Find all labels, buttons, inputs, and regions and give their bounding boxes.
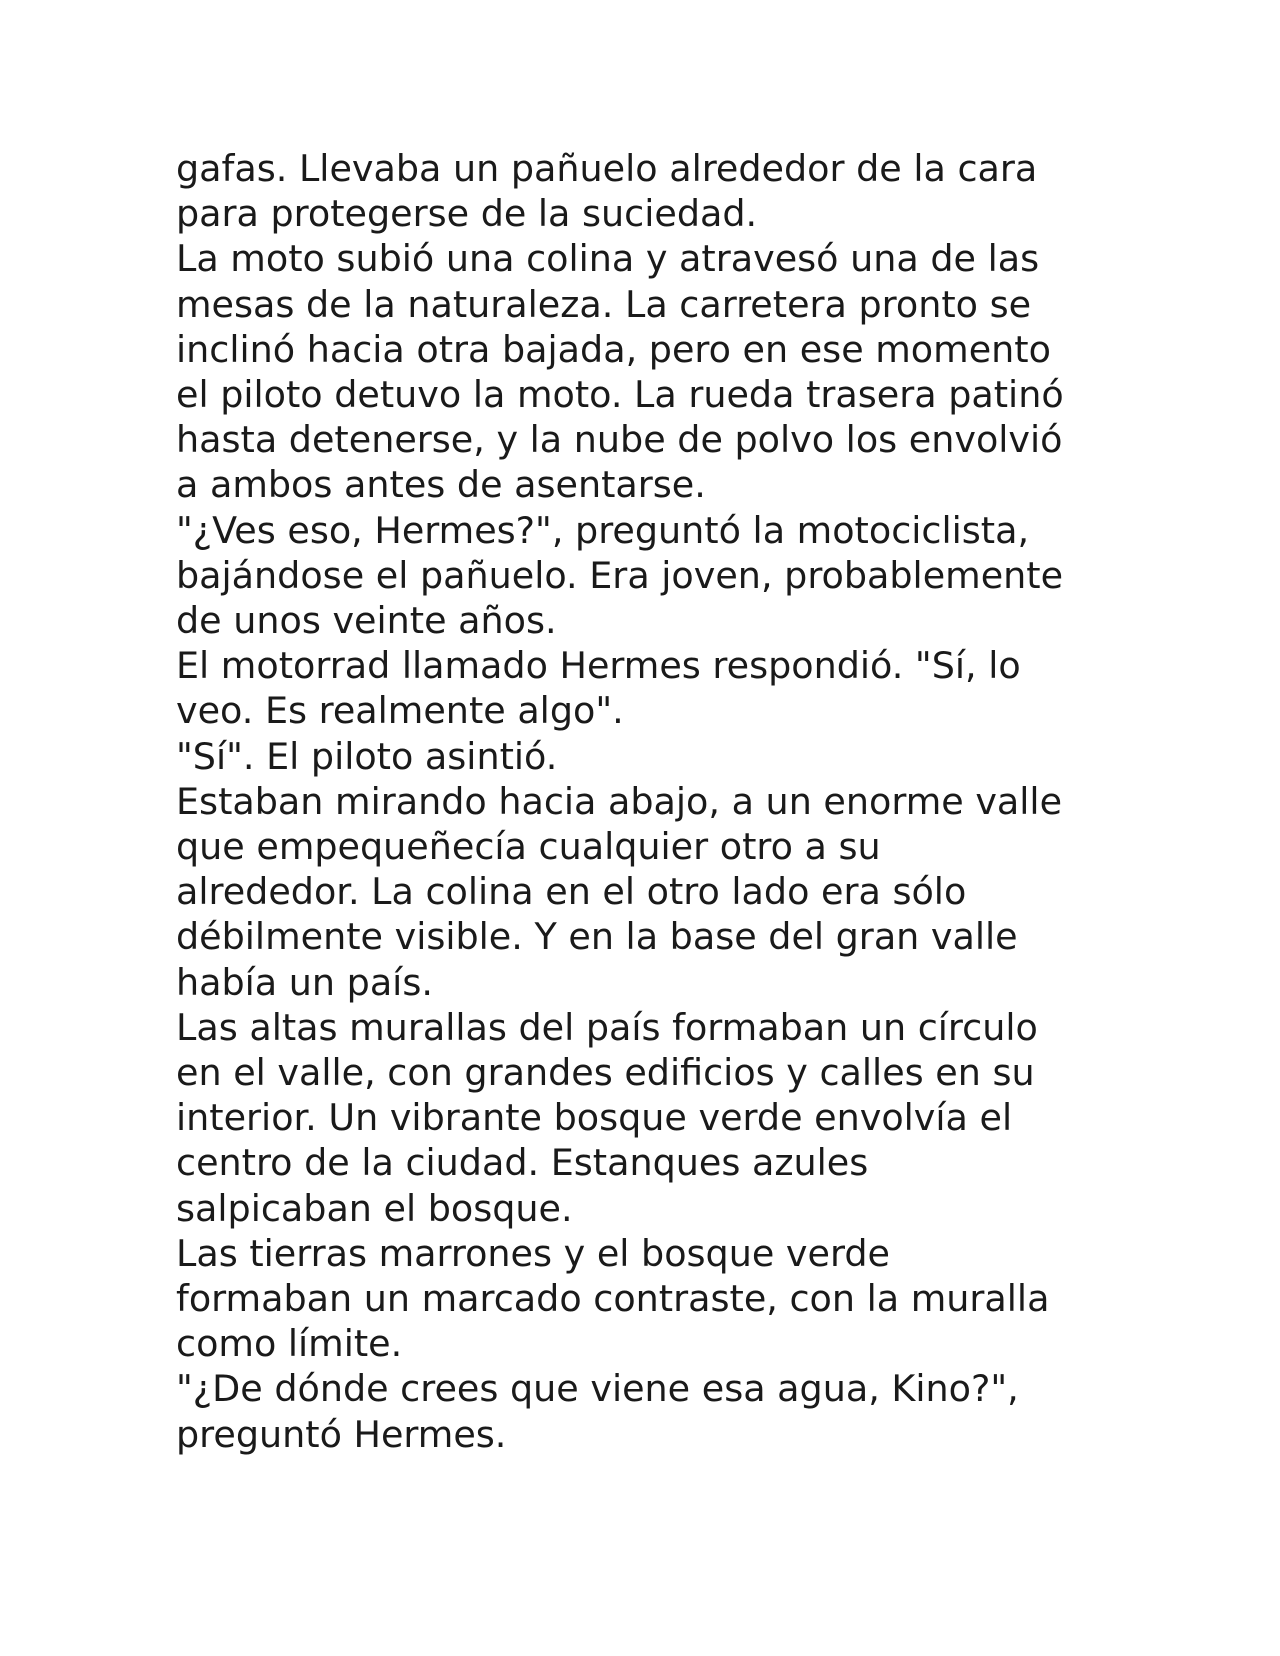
text-line: alrededor. La colina en el otro lado era sólo [176, 870, 967, 914]
text-line: a ambos antes de asentarse. [176, 463, 706, 507]
text-line: salpicaban el bosque. [176, 1186, 573, 1230]
text-line: La moto subió una colina y atravesó una de las [176, 237, 1040, 281]
text-line: "¿De dónde crees que viene esa agua, Kino?", [176, 1367, 1019, 1411]
text-line: el piloto detuvo la moto. La rueda trasera patinó [176, 373, 1064, 417]
text-line: débilmente visible. Y en la base del gran valle [176, 915, 1018, 959]
text-line: hasta detenerse, y la nube de polvo los envolvió [176, 418, 1063, 462]
text-line: El motorrad llamado Hermes respondió. "Sí, lo [176, 644, 1021, 688]
text-line: Las tierras marrones y el bosque verde [176, 1231, 890, 1275]
text-line: Estaban mirando hacia abajo, a un enorme valle [176, 779, 1063, 823]
text-line: gafas. Llevaba un pañuelo alrededor de la cara [176, 147, 1038, 190]
text-line: formaban un marcado contraste, con la muralla [176, 1277, 1050, 1321]
text-line: "¿Ves eso, Hermes?", preguntó la motociclista, [176, 508, 1030, 552]
text-line: para protegerse de la suciedad. [176, 192, 758, 236]
text-line: como límite. [176, 1322, 403, 1366]
text-line: centro de la ciudad. Estanques azules [176, 1141, 869, 1185]
text-line: mesas de la naturaleza. La carretera pronto se [176, 282, 1032, 326]
text-line: "Sí". El piloto asintió. [176, 734, 558, 778]
text-line: había un país. [176, 960, 433, 1004]
body-text [176, 146, 1136, 1457]
text-line: de unos veinte años. [176, 599, 557, 643]
text-line: en el valle, con grandes edificios y calles en su [176, 1051, 1035, 1095]
text-line: interior. Un vibrante bosque verde envolvía el [176, 1096, 1013, 1140]
text-line: inclinó hacia otra bajada, pero en ese momento [176, 327, 1051, 371]
text-line: veo. Es realmente algo". [176, 689, 624, 733]
text-line: Las altas murallas del país formaban un círculo [176, 1005, 1038, 1049]
text-line: que empequeñecía cualquier otro a su [176, 825, 881, 869]
text-line: bajándose el pañuelo. Era joven, probablemente [176, 553, 1064, 597]
text-line: preguntó Hermes. [176, 1412, 507, 1456]
